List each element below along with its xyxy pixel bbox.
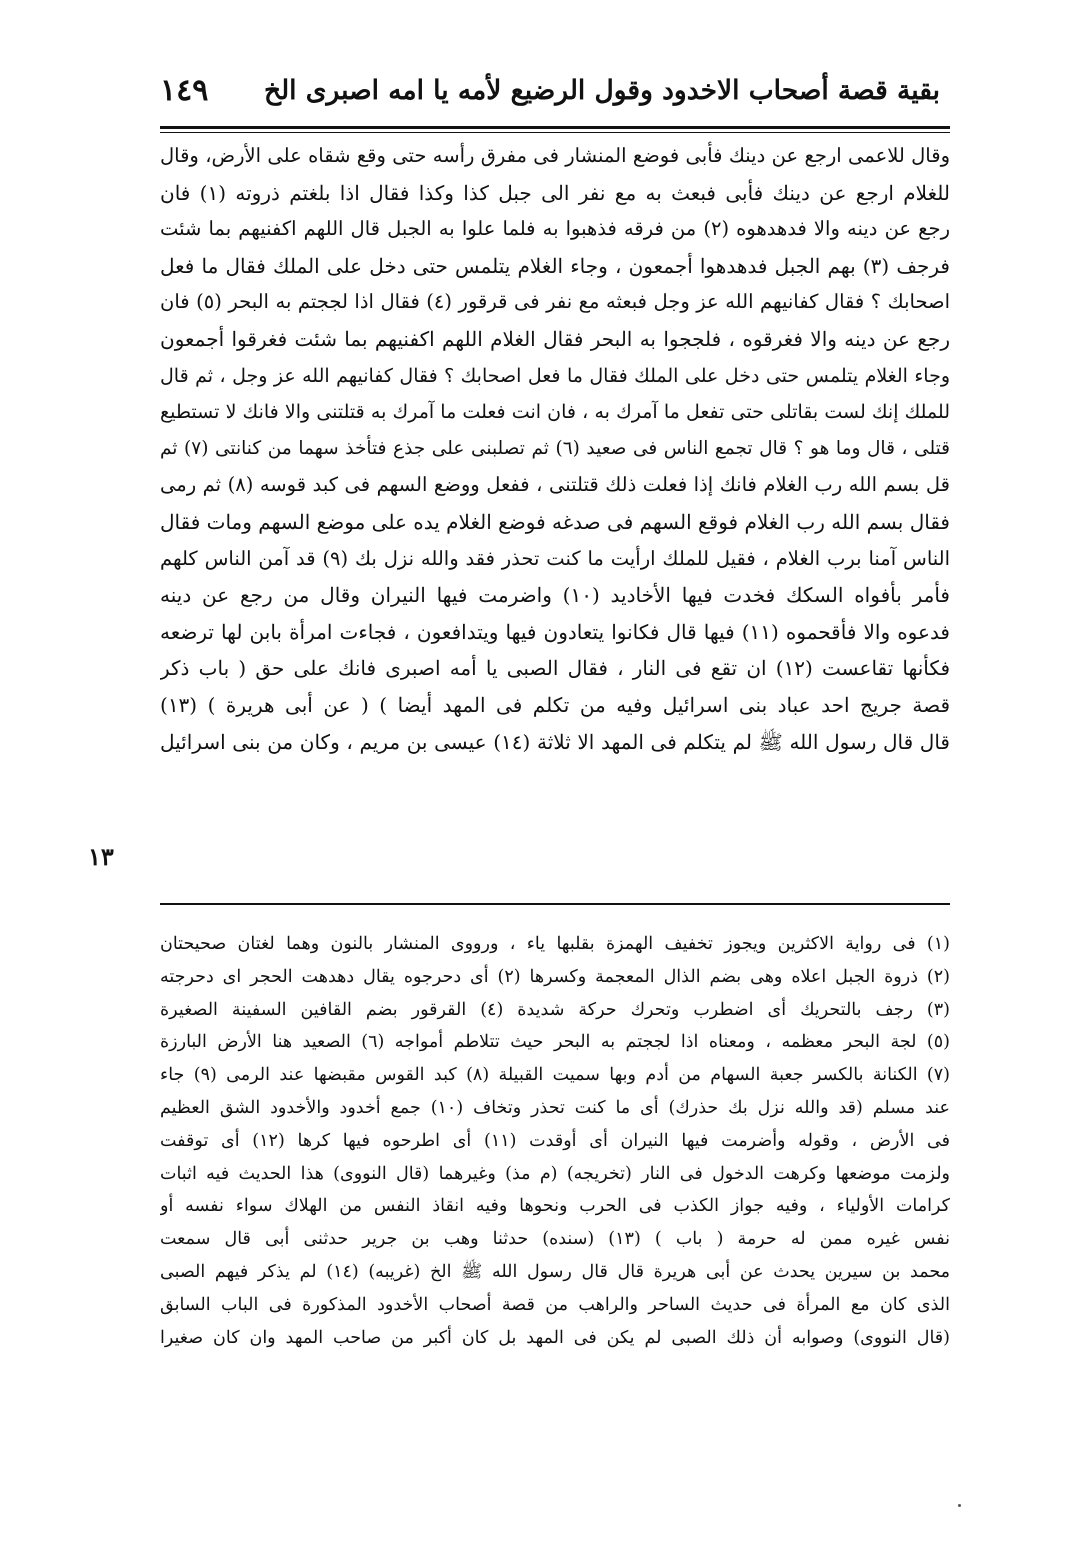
running-title: بقية قصة أصحاب الاخدود وقول الرضيع لأمه يا امه اصبرى الخ xyxy=(263,74,940,106)
main-line: قتلى ، قال وما هو ؟ قال تجمع الناس فى صعيد (٦) ثم تصلبنى على جذع فتأخذ سهما من كنانتى (٧) ثم xyxy=(160,437,950,459)
footnote-line: (قال النووى) وصوابه أن ذلك الصبى لم يكن فى المهد بل كان أكبر من صاحب المهد وان كان صغيرا xyxy=(160,1327,950,1348)
footnote-rule xyxy=(160,903,950,905)
margin-hadith-number: ١٣ xyxy=(88,842,114,871)
main-line: فقال بسم الله رب الغلام فوقع السهم فى صدغه فوضع الغلام يده على موضع السهم ومات فقال xyxy=(160,509,950,534)
main-line: رجع عن دينه والا فدهدهوه (٢) من فرقه فذهبوا به فلما علوا به الجبل قال اللهم اكفنيهم بما شئت xyxy=(160,217,950,241)
main-line: قال قال رسول الله ﷺ لم يتكلم فى المهد الا ثلاثة (١٤) عيسى بن مريم ، وكان من بنى اسرائيل xyxy=(160,729,950,754)
main-line: فرجف (٣) بهم الجبل فدهدهوا أجمعون ، وجاء الغلام يتلمس حتى دخل على الملك فقال ما فعل xyxy=(160,253,950,278)
footnote-line: نفس غيره ممن له حرمة ( باب ) (١٣) (سنده) حدثنا وهب بن جرير حدثنى أبى قال سمعت xyxy=(160,1229,950,1250)
header-rule xyxy=(160,126,950,129)
footnote-line: (١) فى رواية الاكثرين ويجوز تخفيف الهمزة بقلبها ياء ، ورووى المنشار بالنون وهما لغتان صحيحتان xyxy=(160,934,950,954)
main-line: للملك إنك لست بقاتلى حتى تفعل ما آمرك به ، فان انت فعلت ما آمرك به قتلتنى والا فانك لا تستطيع xyxy=(160,401,950,424)
main-line: اصحابك ؟ فقال كفانيهم الله عز وجل فبعثه مع نفر فى قرقور (٤) فقال اذا لججتم به البحر (٥) فان xyxy=(160,290,950,314)
main-line: الناس آمنا برب الغلام ، فقيل للملك ارأيت ما كنت تحذر فقد والله نزل بك (٩) قد آمن الناس كلهم xyxy=(160,546,950,570)
main-line: قصة جريج احد عباد بنى اسرائيل وفيه من تكلم فى المهد أيضا ) ( عن أبى هريرة ) (١٣) xyxy=(160,692,950,717)
footnotes xyxy=(160,928,950,1354)
footnote-line: (٢) ذروة الجبل اعلاه وهى بضم الذال المعجمة وكسرها (٢) أى دحرجوه يقال دهدهت الحجر اى دحرجته xyxy=(160,966,950,987)
main-line: قل بسم الله رب الغلام فانك إذا فعلت ذلك قتلتنى ، ففعل ووضع السهم فى كبد قوسه (٨) ثم رمى xyxy=(160,473,950,497)
footnote-line: فى الأرض ، وقوله وأضرمت فيها النيران أى أوقدت (١١) أى اطرحوه فيها كرها (١٢) أى توقفت xyxy=(160,1130,950,1151)
footnote-line: عند مسلم (قد والله نزل بك حذرك) أى ما كنت تحذر وتخاف (١٠) جمع أخدود والأخدود الشق العظيم xyxy=(160,1097,950,1118)
footnote-line: (٥) لجة البحر معظمه ، ومعناه اذا لججتم به البحر حيث تتلاطم أمواجه (٦) الصعيد هنا الأرض البارزة xyxy=(160,1032,950,1053)
main-text xyxy=(160,138,950,760)
scan-speck xyxy=(958,1504,961,1507)
footnote-line: محمد بن سيرين يحدث عن أبى هريرة قال قال رسول الله ﷺ الخ (غريبه) (١٤) لم يذكر فيهم الصبى xyxy=(160,1261,950,1282)
page-header xyxy=(160,62,940,118)
footnote-line: (٧) الكنانة بالكسر جعبة السهام من أدم وبها سميت القبيلة (٨) كبد القوس مقبضها عند الرمى (٩) جاء xyxy=(160,1065,950,1086)
main-line: فدعوه والا فأقحموه (١١) فيها قال فكانوا يتعادون فيها ويتدافعون ، فجاءت امرأة بابن لها ترضعه xyxy=(160,619,950,644)
main-line: وقال للاعمى ارجع عن دينك فأبى فوضع المنشار فى مفرق رأسه حتى وقع شقاه على الأرض، وقال xyxy=(160,144,950,167)
main-line: فكأنها تقاعست (١٢) ان تقع فى النار ، فقال الصبى يا أمه اصبرى فانك على حق ( باب ذكر xyxy=(160,656,950,681)
footnote-line: ولزمت موضعها وكرهت الدخول فى النار (تخريجه) (م مذ) وغيرهما (قال النووى) هذا الحديث فيه اثبات xyxy=(160,1163,950,1184)
footnote-line: كرامات الأولياء ، وفيه جواز الكذب فى الحرب ونحوها وفيه انقاذ النفس من الهلاك سواء نفسه أو xyxy=(160,1196,950,1217)
header-rule-thin xyxy=(160,132,950,133)
footnote-line: (٣) رجف بالتحريك أى اضطرب وتحرك حركة شديدة (٤) القرقور بضم القافين السفينة الصغيرة xyxy=(160,999,950,1020)
main-line: وجاء الغلام يتلمس حتى دخل على الملك فقال ما فعل اصحابك ؟ فقال كفانيهم الله عز وجل ، ثم قال xyxy=(160,364,950,387)
main-line: فأمر بأفواه السكك فخدت فيها الأخاديد (١٠) واضرمت فيها النيران وقال من رجع عن دينه xyxy=(160,583,950,608)
main-line: للغلام ارجع عن دينك فأبى فبعث به مع نفر الى جبل كذا وكذا فقال اذا بلغتم ذروته (١) فان xyxy=(160,180,950,205)
footnote-line: الذى كان مع المرأة فى حديث الساحر والراهب من قصة أصحاب الأخدود المذكورة فى الباب السابق xyxy=(160,1294,950,1315)
main-line: رجع عن دينه والا فغرقوه ، فلججوا به البحر فقال الغلام اللهم اكفنيهم بما شئت فغرقوا أجمعون xyxy=(160,326,950,351)
page-number: ١٤٩ xyxy=(160,72,209,108)
